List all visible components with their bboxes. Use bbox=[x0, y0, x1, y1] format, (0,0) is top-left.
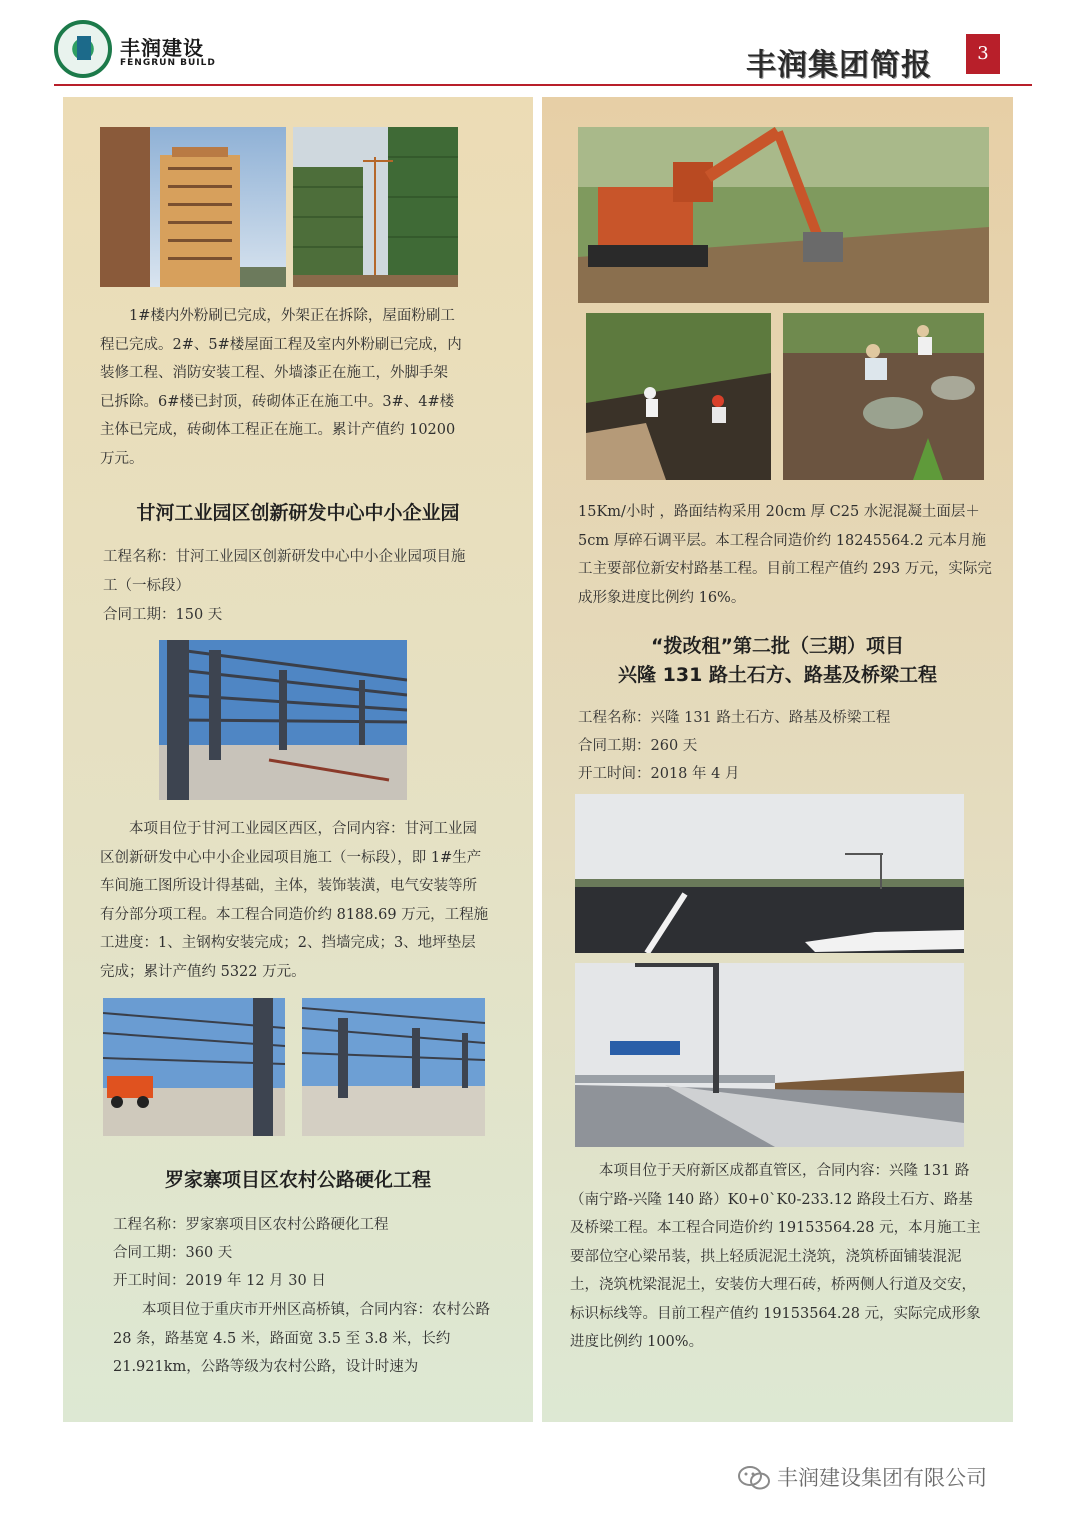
logo-english-name: FENGRUN BUILD bbox=[120, 58, 216, 68]
progress-paragraph: 1#楼内外粉刷已完成，外架正在拆除，屋面粉刷工程已完成。2#、5#楼屋面工程及室内外粉刷已完成，内装修工程、消防安装工程、外墙漆正在施工，外脚手架已拆除。6#楼已封顶，砖砌体正在施工中。3#、4#楼主体已完成，砖砌体工程正在施工。累计产值约 10200 万元。 bbox=[100, 308, 462, 467]
page-number: 3 bbox=[966, 34, 1000, 74]
luojiazhai-paragraph: 本项目位于重庆市开州区高桥镇，合同内容：农村公路 28 条，路基宽 4.5 米，路面宽 3.5 至 3.8 米，长约 21.921km，公路等级为农村公路，设计时速为 bbox=[113, 1302, 490, 1375]
company-logo bbox=[54, 20, 112, 78]
section-title-xinglong-line2: 兴隆 131 路土石方、路基及桥梁工程 bbox=[618, 664, 937, 686]
header-divider bbox=[54, 84, 1032, 86]
xinglong-paragraph: 本项目位于天府新区成都直管区，合同内容：兴隆 131 路（南宁路-兴隆 140 路）K0+0`K0-233.12 路段土石方、路基及桥梁工程。本工程合同造价约 19153564.28 元，本月施工主要部位空心梁吊装，拱上轻质泥泥土浇筑，浇筑桥面铺装混泥土，浇筑枕梁混泥土，安装仿大理石砖，桥两侧人行道及交安，标识标线等。目前工程产值约 19153564.28 元，实际完成形象进度比例约 100%。 bbox=[570, 1163, 981, 1350]
page-header bbox=[0, 0, 1080, 90]
right-column bbox=[542, 97, 1013, 1422]
building-photo-2 bbox=[293, 127, 458, 287]
luojiazhai-project-name: 工程名称：罗家寨项目区农村公路硬化工程 bbox=[113, 1217, 389, 1233]
ganhe-project-name: 工程名称：甘河工业园区创新研发中心中小企业园项目施工（一标段） bbox=[103, 549, 466, 594]
xinglong-project-name: 工程名称：兴隆 131 路土石方、路基及桥梁工程 bbox=[578, 710, 891, 726]
steel-structure-photo bbox=[159, 640, 407, 800]
xinglong-start-date: 开工时间：2018 年 4 月 bbox=[578, 766, 740, 782]
finished-road-photo-1 bbox=[575, 794, 964, 953]
wechat-icon bbox=[737, 1464, 771, 1492]
steel-frame-lift-photo bbox=[103, 998, 285, 1136]
road-spec-paragraph: 15Km/小时 ，路面结构采用 20cm 厚 C25 水泥混凝土面层＋5cm 厚碎石调平层。本工程合同造价约 18245564.2 元本月施工主要部位新安村路基工程。目前工程产值约 293 万元，实际完成形象进度比例约 16%。 bbox=[578, 504, 992, 606]
wechat-account-name: 丰润建设集团有限公司 bbox=[777, 1466, 987, 1490]
newsletter-title: 丰润集团简报 bbox=[746, 48, 932, 83]
logo-chinese-name: 丰润建设 bbox=[120, 36, 204, 60]
building-photo-1 bbox=[100, 127, 286, 287]
luojiazhai-contract-period: 合同工期：360 天 bbox=[113, 1245, 233, 1261]
rock-workers-photo bbox=[783, 313, 984, 480]
xinglong-contract-period: 合同工期：260 天 bbox=[578, 738, 698, 754]
trench-workers-photo bbox=[586, 313, 771, 480]
steel-frame-photo bbox=[302, 998, 485, 1136]
finished-road-photo-2 bbox=[575, 963, 964, 1147]
left-column bbox=[63, 97, 533, 1422]
luojiazhai-start-date: 开工时间：2019 年 12 月 30 日 bbox=[113, 1273, 326, 1289]
excavator-photo bbox=[578, 127, 989, 303]
ganhe-paragraph: 本项目位于甘河工业园区西区，合同内容：甘河工业园区创新研发中心中小企业园项目施工（一标段），即 1#生产车间施工图所设计得基础，主体，装饰装潢，电气安装等所有分部分项工程。本工程合同造价约 8188.69 万元，工程施工进度：1、主钢构安装完成；2、挡墙完成；3、地坪垫层完成；累计产值约 5322 万元。 bbox=[100, 821, 489, 980]
section-title-ganhe: 甘河工业园区创新研发中心中小企业园 bbox=[136, 502, 460, 524]
section-title-xinglong-line1: “拨改租”第二批（三期）项目 bbox=[651, 635, 904, 657]
section-title-luojiazhai: 罗家寨项目区农村公路硬化工程 bbox=[164, 1169, 431, 1191]
ganhe-contract-period: 合同工期：150 天 bbox=[103, 607, 223, 623]
